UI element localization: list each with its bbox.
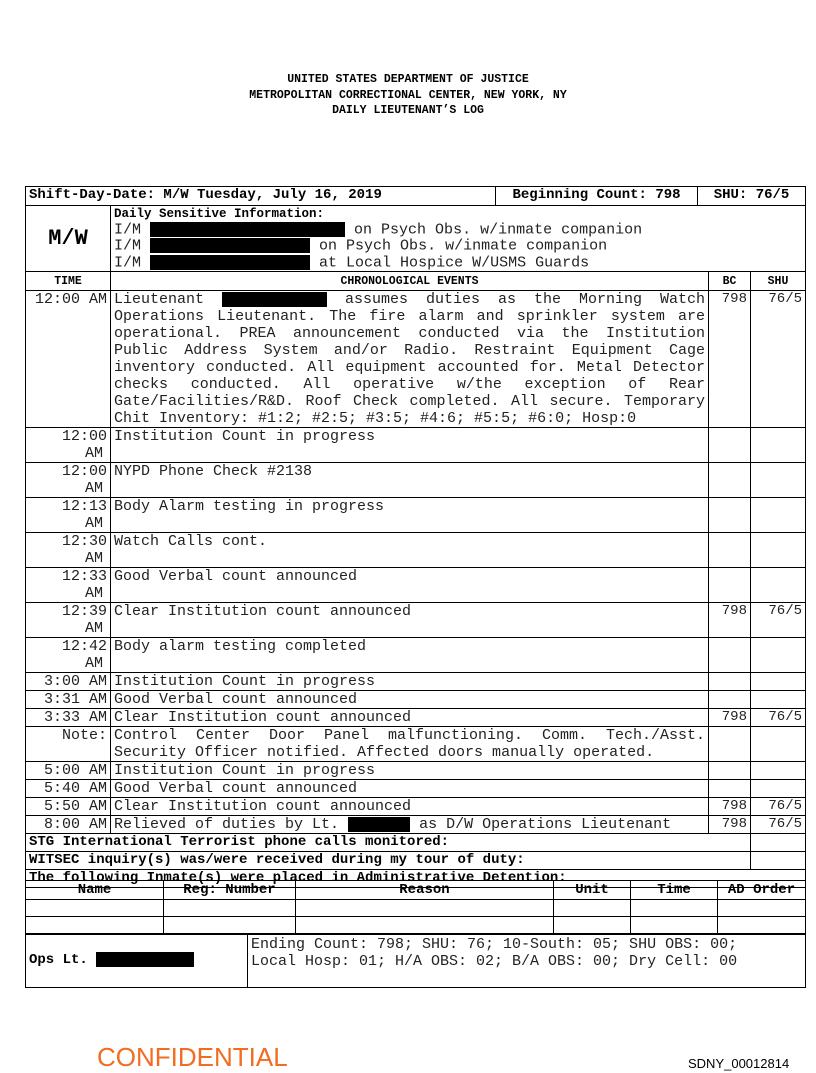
event-text: Clear Institution count announced — [111, 709, 709, 727]
sensitive-title: Daily Sensitive Information: — [114, 207, 325, 221]
event-shu — [751, 691, 806, 709]
event-shu — [751, 780, 806, 798]
event-shu — [751, 498, 806, 533]
facility-title: METROPOLITAN CORRECTIONAL CENTER, NEW YORK, NY — [249, 88, 567, 102]
redaction — [222, 292, 327, 307]
event-bc: 798 — [709, 798, 751, 816]
ad-col-reason: Reason — [296, 881, 554, 900]
event-row — [26, 780, 806, 798]
event-text: Watch Calls cont. — [111, 533, 709, 568]
event-row — [26, 428, 806, 463]
event-shu — [751, 727, 806, 762]
event-text: Good Verbal count announced — [111, 568, 709, 603]
event-time: 5:00 AM — [26, 762, 111, 780]
events-table — [25, 271, 806, 888]
ad-col-order: AD Order — [718, 881, 806, 900]
event-shu: 76/5 — [751, 798, 806, 816]
event-bc — [709, 673, 751, 691]
event-row — [26, 816, 806, 834]
event-time: Note: — [26, 727, 111, 762]
event-time: 12:00 AM — [26, 428, 111, 463]
event-time: 3:31 AM — [26, 691, 111, 709]
event-bc: 798 — [709, 709, 751, 727]
event-row — [26, 533, 806, 568]
event-row — [26, 291, 806, 428]
confidential-stamp: CONFIDENTIAL — [97, 1042, 288, 1072]
event-text: Institution Count in progress — [111, 673, 709, 691]
event-row — [26, 762, 806, 780]
shift-day-date: Shift-Day-Date: M/W Tuesday, July 16, 2019 — [26, 187, 496, 206]
stg-value — [751, 834, 806, 852]
sensitive-item: I/M at Local Hospice W/USMS Guards — [114, 254, 590, 272]
shu-count: SHU: 76/5 — [698, 187, 806, 206]
event-text: Control Center Door Panel malfunctioning. Comm. Tech./Asst. Security Officer notified. Affected doors manually operated. — [111, 727, 709, 762]
event-bc — [709, 498, 751, 533]
bates-number: SDNY_00012814 — [688, 1056, 790, 1071]
event-bc: 798 — [709, 816, 751, 834]
event-time: 12:00 AM — [26, 463, 111, 498]
sensitive-item: I/M on Psych Obs. w/inmate companion — [114, 237, 608, 255]
beginning-count: Beginning Count: 798 — [496, 187, 698, 206]
event-row — [26, 463, 806, 498]
event-bc: 798 — [709, 291, 751, 428]
ad-col-time: Time — [631, 881, 718, 900]
event-text: NYPD Phone Check #2138 — [111, 463, 709, 498]
event-time: 12:30 AM — [26, 533, 111, 568]
department-title: UNITED STATES DEPARTMENT OF JUSTICE — [287, 73, 529, 86]
ad-col-name: Name — [26, 881, 164, 900]
event-shu — [751, 463, 806, 498]
event-time: 3:00 AM — [26, 673, 111, 691]
event-text: Relieved of duties by Lt. as D/W Operations Lieutenant — [111, 816, 709, 834]
event-text: Good Verbal count announced — [111, 780, 709, 798]
event-shu: 76/5 — [751, 816, 806, 834]
event-time: 5:40 AM — [26, 780, 111, 798]
ad-col-unit: Unit — [554, 881, 631, 900]
event-row — [26, 727, 806, 762]
event-shu — [751, 638, 806, 673]
event-time: 5:50 AM — [26, 798, 111, 816]
event-bc — [709, 533, 751, 568]
event-row — [26, 673, 806, 691]
redaction — [150, 238, 310, 253]
event-bc — [709, 691, 751, 709]
col-events: CHRONOLOGICAL EVENTS — [111, 272, 709, 291]
witsec-value — [751, 852, 806, 870]
ad-title: The following Inmate(s) were placed in Administrative Detention: — [26, 870, 806, 888]
event-time: 12:00 AM — [26, 291, 111, 428]
event-text: Lieutenant assumes duties as the Morning Watch Operations Lieutenant. The fire alarm and sprinkler system are operational. PREA announcement conducted via the Institution Public Address System and/or Radio. Restraint Equipment Cage inventory conducted. All equipment accounted for. Metal Detector checks conducted. All operative w/the exception of Rear Gate/Facilities/R&D. Roof Check completed. All secure. Temporary Chit Inventory: #1:2; #2:5; #3:5; #4:6; #5:5; #6:0; Hosp:0 — [111, 291, 709, 428]
event-text: Clear Institution count announced — [111, 603, 709, 638]
col-time: TIME — [26, 272, 111, 291]
admin-detention-table — [25, 880, 806, 934]
event-time: 12:39 AM — [26, 603, 111, 638]
ad-row — [26, 900, 806, 917]
event-text: Body Alarm testing in progress — [111, 498, 709, 533]
event-row — [26, 638, 806, 673]
event-bc — [709, 762, 751, 780]
event-bc: 798 — [709, 603, 751, 638]
col-bc: BC — [709, 272, 751, 291]
event-text: Body alarm testing completed — [111, 638, 709, 673]
event-text: Institution Count in progress — [111, 762, 709, 780]
event-text: Institution Count in progress — [111, 428, 709, 463]
event-bc — [709, 568, 751, 603]
footer-table — [25, 934, 806, 988]
event-time: 8:00 AM — [26, 816, 111, 834]
event-shu: 76/5 — [751, 603, 806, 638]
stg-line: STG International Terrorist phone calls monitored: — [26, 834, 751, 852]
redaction — [150, 255, 310, 270]
event-shu — [751, 568, 806, 603]
shift-info-table — [25, 186, 806, 272]
event-row — [26, 498, 806, 533]
event-shu — [751, 762, 806, 780]
event-shu — [751, 428, 806, 463]
event-row — [26, 709, 806, 727]
event-shu: 76/5 — [751, 709, 806, 727]
ad-row — [26, 917, 806, 934]
ending-count: Ending Count: 798; SHU: 76; 10-South: 05; SHU OBS: 00; Local Hosp: 01; H/A OBS: 02; B/A OBS: 00; Dry Cell: 00 — [248, 935, 806, 988]
event-bc — [709, 428, 751, 463]
event-row — [26, 798, 806, 816]
event-text: Clear Institution count announced — [111, 798, 709, 816]
event-shu — [751, 673, 806, 691]
document-header — [0, 72, 816, 119]
redaction — [96, 952, 194, 967]
ad-col-reg: Reg: Number — [164, 881, 296, 900]
event-time: 12:42 AM — [26, 638, 111, 673]
event-bc — [709, 727, 751, 762]
redaction — [150, 222, 345, 237]
event-row — [26, 691, 806, 709]
event-row — [26, 568, 806, 603]
event-shu — [751, 533, 806, 568]
col-shu: SHU — [751, 272, 806, 291]
event-time: 3:33 AM — [26, 709, 111, 727]
sensitive-item: I/M on Psych Obs. w/inmate companion — [114, 221, 643, 239]
shift-code: M/W — [26, 206, 111, 272]
event-bc — [709, 780, 751, 798]
event-bc — [709, 463, 751, 498]
sensitive-info — [111, 206, 806, 272]
event-time: 12:33 AM — [26, 568, 111, 603]
witsec-line: WITSEC inquiry(s) was/were received during my tour of duty: — [26, 852, 751, 870]
redaction — [348, 817, 410, 832]
event-row — [26, 603, 806, 638]
event-time: 12:13 AM — [26, 498, 111, 533]
event-bc — [709, 638, 751, 673]
ops-lt: Ops Lt. — [26, 935, 248, 988]
event-text: Good Verbal count announced — [111, 691, 709, 709]
event-shu: 76/5 — [751, 291, 806, 428]
log-title: DAILY LIEUTENANT’S LOG — [332, 104, 484, 117]
